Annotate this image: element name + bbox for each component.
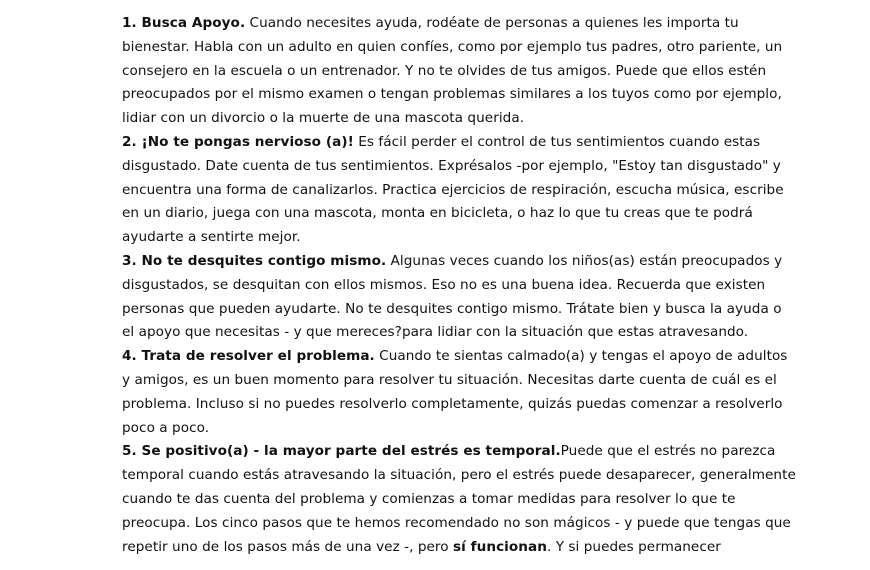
- text-line: [122, 12, 752, 36]
- text-line: [122, 369, 777, 393]
- text-line: [122, 536, 752, 560]
- body-text: problema. Incluso si no puedes resolverlo completamente, quizás puedas comenzar a resolverlo: [122, 395, 783, 412]
- tip-paragraph-5: [122, 440, 796, 559]
- body-text: ayudarte a sentirte mejor.: [122, 229, 301, 246]
- text-line: [122, 83, 782, 107]
- tip-paragraph-3: [122, 250, 783, 345]
- body-text: disgustado. Date cuenta de tus sentimientos. Exprésalos -por ejemplo, "Estoy tan disgustado" y: [122, 157, 781, 174]
- body-text: encuentra una forma de canalizarlos. Practica ejercicios de respiración, escucha música, escribe: [122, 181, 784, 198]
- body-text: cuando te das cuenta del problema y comienzas a tomar medidas para resolver lo que te: [122, 490, 736, 507]
- text-line: [122, 298, 782, 322]
- body-text: bienestar. Habla con un adulto en quien confíes, como por ejemplo tus padres, otro pariente, un: [122, 38, 783, 55]
- body-text: personas que pueden ayudarte. No te desquites contigo mismo. Trátate bien y busca la ayuda o: [122, 300, 782, 317]
- body-text: disgustados, se desquitan con ellos mismos. Eso no es una buena idea. Recuerda que existen: [122, 276, 766, 293]
- text-line: [122, 155, 781, 179]
- body-text: Cuando necesites ayuda, rodéate de personas a quienes les importa tu: [245, 15, 739, 31]
- bold-text: 3. No te desquites contigo mismo.: [122, 252, 387, 269]
- text-line: [122, 250, 783, 274]
- body-text: Algunas veces cuando los niños(as) están preocupados y: [386, 252, 783, 269]
- text-line: [122, 131, 761, 155]
- bold-text: 1. Busca Apoyo.: [122, 15, 246, 31]
- body-text: preocupa. Los cinco pasos que te hemos recomendado no son mágicos - y puede que tengas que: [122, 514, 791, 531]
- body-text: y amigos, es un buen momento para resolver tu situación. Necesitas darte cuenta de cuál es el: [122, 371, 777, 388]
- body-text: el apoyo que necesitas - y que mereces?para lidiar con la situación que estas atravesando.: [122, 324, 749, 341]
- bold-text: 5. Se positivo(a) - la mayor parte del estrés es temporal.: [122, 443, 561, 460]
- body-text: consejero en la escuela o un entrenador. Y no te olvides de tus amigos. Puede que ellos estén: [122, 62, 767, 79]
- body-text: Es fácil perder el control de tus sentimientos cuando estas: [353, 133, 761, 150]
- document-page: [122, 12, 796, 559]
- body-text: preocupados por el mismo examen o tengan problemas similares a los tuyos como por ejemplo,: [122, 86, 782, 103]
- body-text: en un diario, juega con una mascota, monta en bicicleta, o haz lo que tu creas que te podrá: [122, 205, 753, 222]
- text-line: [122, 321, 752, 345]
- body-text: poco a poco.: [122, 419, 210, 436]
- tip-paragraph-2: [122, 131, 784, 250]
- text-line: [122, 488, 752, 512]
- body-text: . Y si puedes permanecer: [546, 538, 721, 555]
- bold-text: sí funcionan: [453, 538, 547, 555]
- body-text: temporal cuando estás atravesando la situación, pero el estrés puede desaparecer, generalmente: [122, 467, 796, 484]
- text-line: [122, 440, 776, 464]
- tip-paragraph-4: [122, 345, 788, 440]
- text-line: [122, 107, 752, 131]
- text-line: [122, 36, 783, 60]
- text-line: [122, 345, 788, 369]
- text-line: [122, 464, 796, 488]
- text-line: [122, 202, 752, 226]
- text-line: [122, 179, 784, 203]
- bold-text: 2. ¡No te pongas nervioso (a)!: [122, 133, 354, 150]
- body-text: repetir uno de los pasos más de una vez -, pero: [122, 538, 454, 555]
- text-line: [122, 512, 791, 536]
- body-text: lidiar con un divorcio o la muerte de una mascota querida.: [122, 110, 525, 127]
- body-text: Puede que el estrés no parezca: [560, 443, 776, 460]
- body-text: Cuando te sientas calmado(a) y tengas el apoyo de adultos: [374, 348, 788, 365]
- text-line: [122, 274, 766, 298]
- text-line: [122, 393, 783, 417]
- text-line: [122, 60, 767, 84]
- tip-paragraph-1: [122, 12, 783, 131]
- bold-text: 4. Trata de resolver el problema.: [122, 348, 375, 365]
- text-line: [122, 417, 752, 441]
- text-line: [122, 226, 752, 250]
